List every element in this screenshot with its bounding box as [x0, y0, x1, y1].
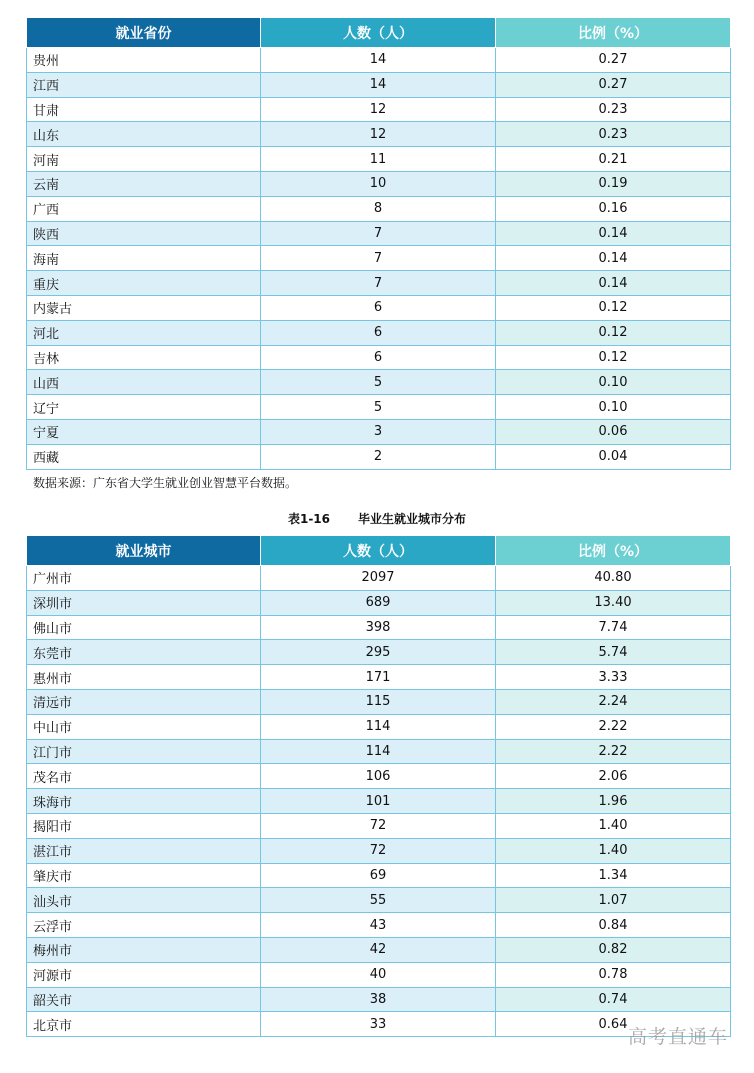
cell-count: 3: [261, 419, 496, 444]
cell-ratio: 2.06: [496, 764, 731, 789]
cell-count: 72: [261, 813, 496, 838]
cell-ratio: 0.82: [496, 937, 731, 962]
cell-count: 2097: [261, 566, 496, 591]
cell-count: 10: [261, 171, 496, 196]
table-row: [27, 813, 731, 838]
cell-ratio: 1.40: [496, 813, 731, 838]
table-row: [27, 295, 731, 320]
table-row: [27, 739, 731, 764]
cell-name: 河南: [27, 147, 261, 172]
cell-ratio: 0.21: [496, 147, 731, 172]
cell-ratio: 0.10: [496, 395, 731, 420]
cell-count: 6: [261, 345, 496, 370]
province-table: [26, 17, 731, 470]
cell-count: 114: [261, 714, 496, 739]
cell-name: 内蒙古: [27, 295, 261, 320]
cell-ratio: 0.27: [496, 72, 731, 97]
table-row: [27, 345, 731, 370]
cell-count: 14: [261, 72, 496, 97]
cell-count: 295: [261, 640, 496, 665]
cell-ratio: 1.96: [496, 789, 731, 814]
header-count: 人数（人）: [261, 18, 496, 48]
cell-ratio: 1.40: [496, 838, 731, 863]
table-row: [27, 888, 731, 913]
cell-ratio: 3.33: [496, 665, 731, 690]
cell-count: 5: [261, 370, 496, 395]
table-row: [27, 444, 731, 469]
cell-count: 115: [261, 689, 496, 714]
table-row: [27, 1012, 731, 1037]
table-row: [27, 615, 731, 640]
cell-ratio: 5.74: [496, 640, 731, 665]
cell-count: 33: [261, 1012, 496, 1037]
cell-ratio: 0.12: [496, 320, 731, 345]
table-row: [27, 370, 731, 395]
cell-name: 山西: [27, 370, 261, 395]
table-caption: [0, 510, 754, 527]
table-title: 毕业生就业城市分布: [358, 512, 467, 526]
cell-name: 陕西: [27, 221, 261, 246]
table-row: [27, 395, 731, 420]
cell-count: 40: [261, 962, 496, 987]
cell-name: 江西: [27, 72, 261, 97]
cell-name: 东莞市: [27, 640, 261, 665]
cell-ratio: 0.06: [496, 419, 731, 444]
cell-count: 171: [261, 665, 496, 690]
cell-count: 69: [261, 863, 496, 888]
header-count: 人数（人）: [261, 536, 496, 566]
table-row: [27, 987, 731, 1012]
table-row: [27, 838, 731, 863]
header-ratio: 比例（%）: [496, 18, 731, 48]
cell-count: 7: [261, 271, 496, 296]
cell-name: 海南: [27, 246, 261, 271]
table-row: [27, 789, 731, 814]
table-row: [27, 221, 731, 246]
cell-ratio: 7.74: [496, 615, 731, 640]
cell-name: 山东: [27, 122, 261, 147]
cell-ratio: 13.40: [496, 590, 731, 615]
cell-name: 清远市: [27, 689, 261, 714]
table-row: [27, 863, 731, 888]
cell-ratio: 0.78: [496, 962, 731, 987]
cell-name: 北京市: [27, 1012, 261, 1037]
cell-ratio: 0.14: [496, 221, 731, 246]
cell-name: 贵州: [27, 48, 261, 73]
cell-count: 689: [261, 590, 496, 615]
header-ratio: 比例（%）: [496, 536, 731, 566]
cell-count: 106: [261, 764, 496, 789]
table-row: [27, 689, 731, 714]
cell-name: 佛山市: [27, 615, 261, 640]
cell-count: 72: [261, 838, 496, 863]
cell-name: 河北: [27, 320, 261, 345]
cell-count: 398: [261, 615, 496, 640]
cell-name: 肇庆市: [27, 863, 261, 888]
cell-count: 8: [261, 196, 496, 221]
cell-ratio: 2.24: [496, 689, 731, 714]
cell-name: 中山市: [27, 714, 261, 739]
cell-ratio: 0.64: [496, 1012, 731, 1037]
cell-ratio: 0.12: [496, 345, 731, 370]
table-row: [27, 320, 731, 345]
header-province: 就业省份: [27, 18, 261, 48]
cell-count: 7: [261, 246, 496, 271]
cell-name: 梅州市: [27, 937, 261, 962]
cell-count: 2: [261, 444, 496, 469]
cell-count: 11: [261, 147, 496, 172]
cell-count: 12: [261, 122, 496, 147]
table-row: [27, 566, 731, 591]
cell-name: 宁夏: [27, 419, 261, 444]
cell-name: 广西: [27, 196, 261, 221]
table-row: [27, 48, 731, 73]
cell-ratio: 0.74: [496, 987, 731, 1012]
header-city: 就业城市: [27, 536, 261, 566]
cell-name: 吉林: [27, 345, 261, 370]
cell-count: 6: [261, 295, 496, 320]
cell-name: 云浮市: [27, 913, 261, 938]
cell-name: 重庆: [27, 271, 261, 296]
cell-ratio: 2.22: [496, 739, 731, 764]
table-row: [27, 147, 731, 172]
watermark-text: 高考直通车: [627, 1026, 728, 1048]
cell-ratio: 0.27: [496, 48, 731, 73]
table-header-row: [27, 536, 731, 566]
cell-ratio: 0.84: [496, 913, 731, 938]
cell-name: 珠海市: [27, 789, 261, 814]
table-number: 表1-16: [287, 512, 330, 526]
data-source-note: 数据来源：广东省大学生就业创业智慧平台数据。: [33, 476, 298, 490]
cell-name: 揭阳市: [27, 813, 261, 838]
cell-ratio: 0.23: [496, 122, 731, 147]
table-row: [27, 72, 731, 97]
cell-name: 湛江市: [27, 838, 261, 863]
cell-name: 惠州市: [27, 665, 261, 690]
table-row: [27, 97, 731, 122]
table-row: [27, 640, 731, 665]
cell-ratio: 0.14: [496, 246, 731, 271]
table-row: [27, 937, 731, 962]
cell-count: 7: [261, 221, 496, 246]
cell-ratio: 1.07: [496, 888, 731, 913]
table-row: [27, 665, 731, 690]
cell-name: 西藏: [27, 444, 261, 469]
cell-count: 55: [261, 888, 496, 913]
cell-ratio: 0.19: [496, 171, 731, 196]
cell-name: 云南: [27, 171, 261, 196]
cell-name: 韶关市: [27, 987, 261, 1012]
cell-ratio: 0.12: [496, 295, 731, 320]
cell-name: 江门市: [27, 739, 261, 764]
cell-count: 42: [261, 937, 496, 962]
cell-count: 43: [261, 913, 496, 938]
cell-name: 广州市: [27, 566, 261, 591]
cell-name: 辽宁: [27, 395, 261, 420]
table-header-row: [27, 18, 731, 48]
cell-count: 38: [261, 987, 496, 1012]
table-row: [27, 271, 731, 296]
cell-ratio: 2.22: [496, 714, 731, 739]
table-row: [27, 962, 731, 987]
table-row: [27, 714, 731, 739]
cell-count: 114: [261, 739, 496, 764]
cell-name: 河源市: [27, 962, 261, 987]
table-row: [27, 122, 731, 147]
table-row: [27, 246, 731, 271]
table-row: [27, 764, 731, 789]
city-table: [26, 535, 731, 1037]
cell-ratio: 0.10: [496, 370, 731, 395]
table-row: [27, 590, 731, 615]
cell-count: 14: [261, 48, 496, 73]
cell-ratio: 0.04: [496, 444, 731, 469]
cell-ratio: 1.34: [496, 863, 731, 888]
cell-ratio: 40.80: [496, 566, 731, 591]
cell-ratio: 0.16: [496, 196, 731, 221]
cell-name: 汕头市: [27, 888, 261, 913]
cell-count: 12: [261, 97, 496, 122]
cell-count: 6: [261, 320, 496, 345]
table-row: [27, 171, 731, 196]
cell-ratio: 0.14: [496, 271, 731, 296]
cell-name: 深圳市: [27, 590, 261, 615]
cell-name: 茂名市: [27, 764, 261, 789]
cell-ratio: 0.23: [496, 97, 731, 122]
cell-count: 5: [261, 395, 496, 420]
cell-name: 甘肃: [27, 97, 261, 122]
table-row: [27, 196, 731, 221]
table-row: [27, 419, 731, 444]
table-row: [27, 913, 731, 938]
cell-count: 101: [261, 789, 496, 814]
